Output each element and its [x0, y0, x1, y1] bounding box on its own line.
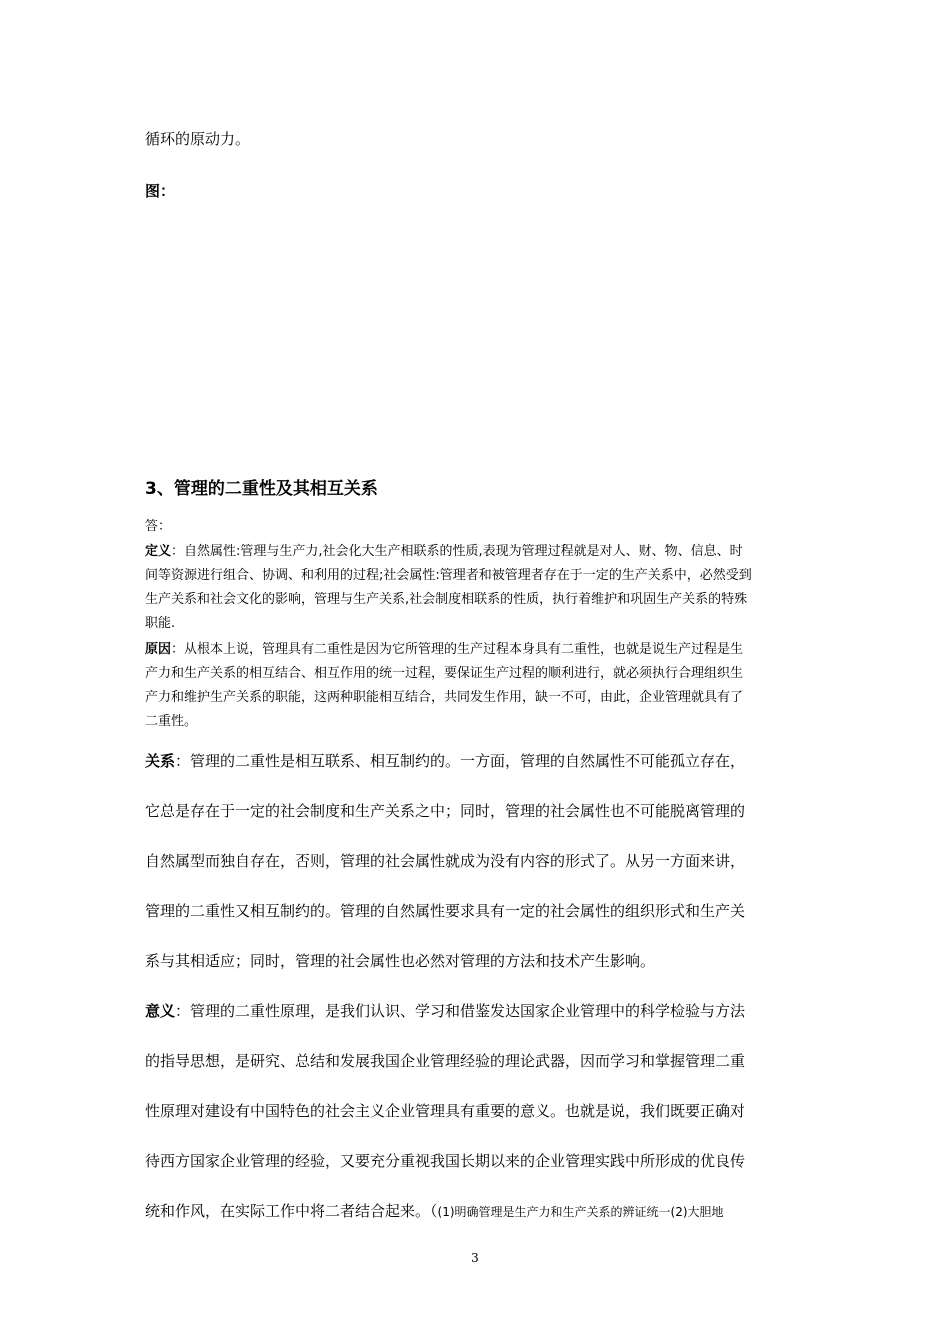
- significance-line-3: 性原理对建设有中国特色的社会主义企业管理具有重要的意义。也就是说，我们既要正确对: [145, 1102, 746, 1120]
- relation-line-2: 它总是存在于一定的社会制度和生产关系之中；同时，管理的社会属性也不可能脱离管理的: [145, 802, 746, 820]
- reason-line-2: 产力和生产关系的相互结合、相互作用的统一过程，要保证生产过程的顺利进行，就必须执行合理组织生: [145, 666, 744, 681]
- relation-line-3: 自然属型而独自存在，否则，管理的社会属性就成为没有内容的形式了。从另一方面来讲，: [145, 852, 746, 870]
- relation-text: ：管理的二重性是相互联系、相互制约的。一方面，管理的自然属性不可能孤立存在，: [175, 752, 746, 770]
- page-number: 3: [471, 1251, 479, 1265]
- significance-text-5: 统和作风，在实际工作中将二者结合起来。（: [145, 1202, 438, 1220]
- relation-term: 关系: [145, 752, 176, 770]
- significance-line-4: 待西方国家企业管理的经验，又要充分重视我国长期以来的企业管理实践中所形成的优良传: [145, 1152, 746, 1170]
- definition-line-4: 职能.: [145, 616, 176, 631]
- significance-line-2: 的指导思想，是研究、总结和发展我国企业管理经验的理论武器，因而学习和掌握管理二重: [145, 1052, 746, 1070]
- significance-line-1: [145, 1000, 745, 1021]
- definition-line-2: 间等资源进行组合、协调、和利用的过程;社会属性:管理者和被管理者存在于一定的生产关系中，必然受到: [145, 568, 752, 583]
- significance-tail: (1)明确管理是生产力和生产关系的辨证统一(2)大胆地: [437, 1205, 724, 1219]
- relation-line-1: [145, 750, 745, 771]
- reason-line-3: 产力和维护生产关系的职能，这两种职能相互结合，共同发生作用，缺一不可，由此，企业管理就具有了: [145, 690, 744, 705]
- answer-label: 答：: [145, 519, 172, 534]
- significance-line-5: [145, 1200, 724, 1221]
- figure-label: 图：: [145, 182, 176, 200]
- reason-text: ：从根本上说，管理具有二重性是因为它所管理的生产过程本身具有二重性，也就是说生产过程是生: [171, 642, 744, 657]
- relation-line-4: 管理的二重性又相互制约的。管理的自然属性要求具有一定的社会属性的组织形式和生产关: [145, 902, 746, 920]
- definition-line-1: [145, 540, 743, 564]
- reason-line-4: 二重性。: [145, 714, 198, 729]
- relation-line-5: 系与其相适应；同时，管理的社会属性也必然对管理的方法和技术产生影响。: [145, 952, 656, 970]
- section-heading: 3、管理的二重性及其相互关系: [145, 479, 378, 499]
- definition-text: ：自然属性:管理与生产力,社会化大生产相联系的性质,表现为管理过程就是对人、财、物、信息、时: [171, 544, 743, 559]
- significance-text: ：管理的二重性原理，是我们认识、学习和借鉴发达国家企业管理中的科学检验与方法: [175, 1002, 746, 1020]
- definition-line-3: 生产关系和社会文化的影响，管理与生产关系,社会制度相联系的性质，执行着维护和巩固生产关系的特殊: [145, 592, 748, 607]
- intro-text: 循环的原动力。: [145, 130, 251, 148]
- reason-line-1: [145, 638, 743, 662]
- significance-term: 意义: [145, 1002, 176, 1020]
- reason-term: 原因: [145, 642, 172, 657]
- definition-term: 定义: [145, 544, 172, 559]
